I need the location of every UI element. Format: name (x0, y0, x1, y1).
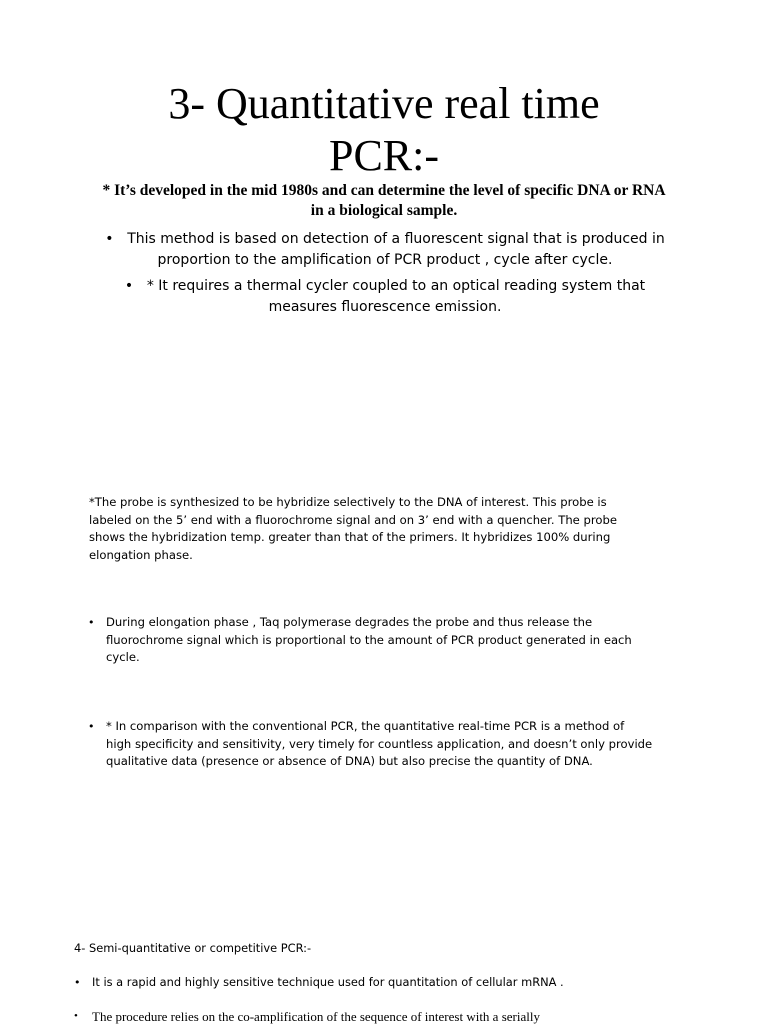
bullet-item (74, 1008, 694, 1025)
section-title-line-2: PCR:- (328, 131, 440, 180)
bullet-text: * In comparison with the conventional PCR, the quantitative real-time PCR is a method of high specificity and sensitivity, very timely for countless application, and doesn’t only provide qualitative data (presence or absence of DNA) but also precise the quantity of DNA. (106, 719, 653, 768)
bullet-item (88, 614, 648, 667)
bullet-text: This method is based on detection of a fluorescent signal that is produced in proportion to the amplification of PCR product , cycle after cycle. (127, 231, 665, 268)
bullet-marker: • (124, 278, 134, 294)
probe-paragraph: *The probe is synthesized to be hybridize selectively to the DNA of interest. This probe is labeled on the 5’ end with a fluorochrome signal and on 3’ end with a quencher. The probe shows the hybridization temp. greater than that of the primers. It hybridizes 100% during elongation phase. (89, 495, 617, 562)
section-title-line-1: 3- Quantitative real time (168, 79, 600, 128)
bullet-text: The procedure relies on the co-amplification of the sequence of interest with a serially (92, 1009, 540, 1024)
bullet-item (74, 974, 694, 991)
section-title (0, 78, 768, 182)
bullet-marker: • (88, 720, 95, 733)
bullet-text: * It requires a thermal cycler coupled to an optical reading system that measures fluorescence emission. (146, 278, 646, 315)
bullet-marker: • (88, 616, 95, 629)
bullet-text: It is a rapid and highly sensitive technique used for quantitation of cellular mRNA . (92, 975, 564, 989)
section-4-heading: 4- Semi-quantitative or competitive PCR:- (74, 941, 312, 955)
bullet-text: During elongation phase , Taq polymerase degrades the probe and thus release the fluorochrome signal which is proportional to the amount of PCR product generated in each cycle. (106, 615, 632, 664)
bullet-marker: • (105, 231, 114, 247)
bullet-marker: • (74, 976, 81, 989)
bullet-marker: • (74, 1010, 78, 1022)
section-subtitle: * It’s developed in the mid 1980s and can determine the level of specific DNA or RNA in a biological sample. (102, 182, 666, 219)
bullet-item (88, 718, 653, 771)
centered-bullet-item (90, 276, 680, 318)
centered-bullet-item (90, 229, 680, 271)
